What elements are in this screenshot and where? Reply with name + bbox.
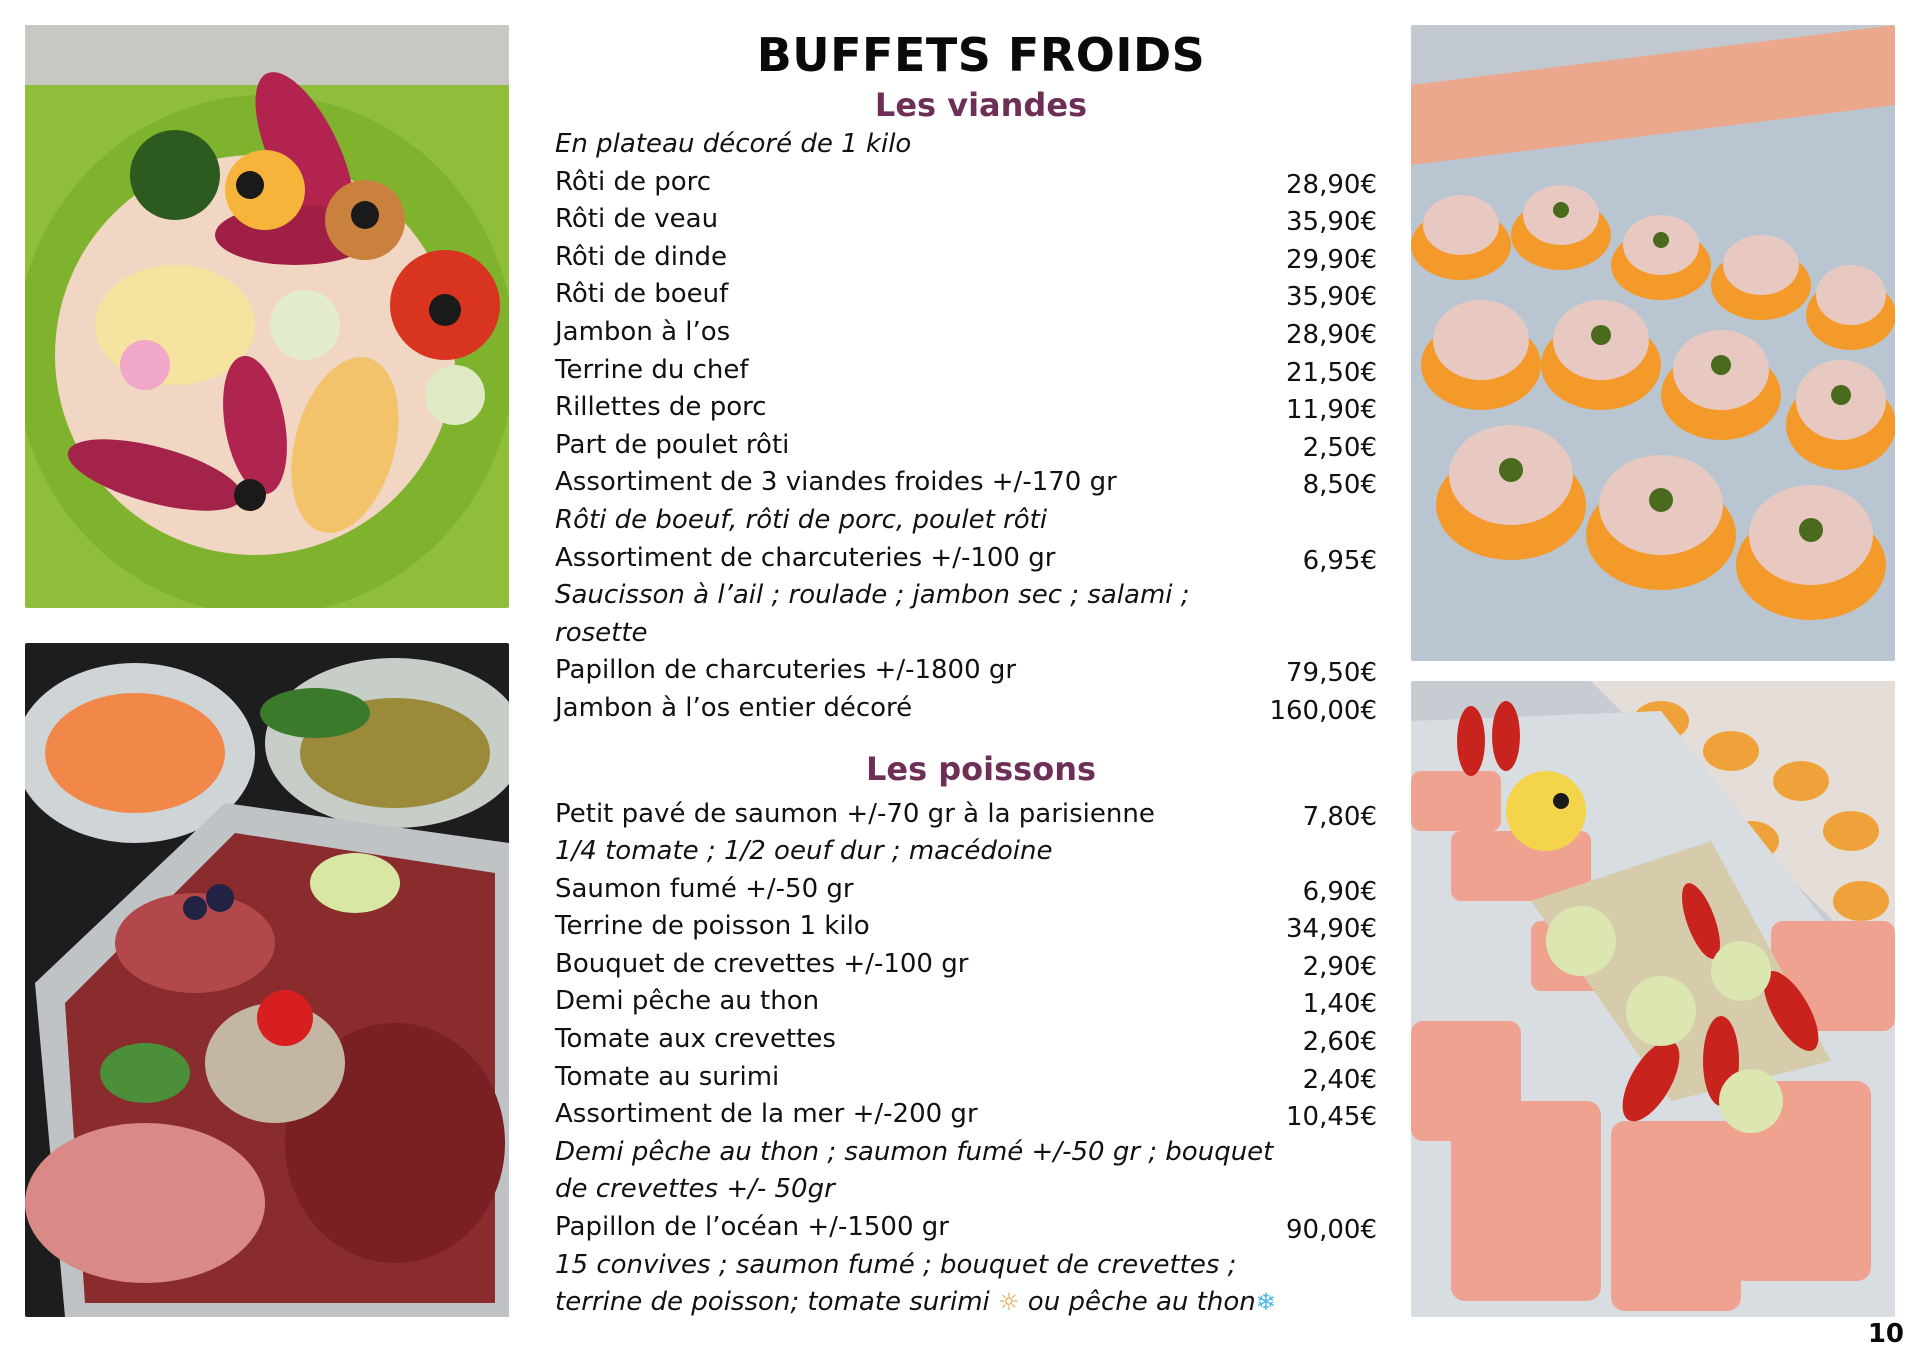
item-label-text: 15 convives ; saumon fumé ; bouquet de crevettes ; <box>555 1249 1237 1280</box>
item-price: 7,80€ <box>1302 801 1377 832</box>
item-price: 29,90€ <box>1286 244 1377 275</box>
sun-icon: ☼ <box>998 1288 1020 1317</box>
section-heading-poissons: Les poissons <box>865 749 1097 788</box>
item-label-text: Tomate au surimi <box>555 1061 780 1092</box>
page-title: BUFFETS FROIDS <box>756 28 1206 82</box>
item-label-text: Rôti de veau <box>555 204 719 235</box>
photo-peach-tuna-platter <box>1411 25 1895 661</box>
item-note <box>555 833 1377 871</box>
item-label <box>555 427 789 465</box>
item-label-text: Part de poulet rôti <box>555 429 790 460</box>
photo-decorated-poultry-platter <box>25 25 509 608</box>
item-label <box>555 946 968 984</box>
item-label <box>555 239 727 277</box>
item-note <box>555 1247 1377 1285</box>
item-price: 28,90€ <box>1286 319 1377 350</box>
item-label <box>555 352 749 390</box>
item-price: 79,50€ <box>1286 658 1377 689</box>
item-label <box>555 796 1155 834</box>
item-label-tail: ou pêche au thon <box>1019 1287 1256 1318</box>
menu-item <box>555 427 1377 465</box>
item-label <box>555 502 1047 540</box>
item-label <box>555 540 1055 578</box>
item-price: 35,90€ <box>1286 207 1377 238</box>
item-note <box>555 1284 1377 1322</box>
item-label <box>555 833 1052 871</box>
item-label <box>555 164 711 202</box>
item-label <box>555 201 718 239</box>
item-label <box>555 652 1016 690</box>
item-note <box>555 1171 1377 1209</box>
item-label-text: Saucisson à l’ail ; roulade ; jambon sec ; salami ; <box>555 580 1190 611</box>
item-label-text: Papillon de charcuteries +/-1800 gr <box>555 655 1017 686</box>
item-label-text: Rôti de porc <box>555 166 712 197</box>
item-label-text: Demi pêche au thon <box>555 986 820 1017</box>
item-label-text: Terrine de poisson 1 kilo <box>555 911 870 942</box>
menu-item <box>555 983 1377 1021</box>
item-label-text: Demi pêche au thon ; saumon fumé +/-50 gr ; bouquet <box>555 1136 1274 1167</box>
item-label-text: Jambon à l’os <box>555 316 731 347</box>
item-label <box>555 690 912 728</box>
menu-item <box>555 1209 1377 1247</box>
item-price: 2,90€ <box>1302 951 1377 982</box>
menu-item <box>555 652 1377 690</box>
menu-item <box>555 352 1377 390</box>
item-label-text: Rôti de boeuf, rôti de porc, poulet rôti <box>555 504 1048 535</box>
item-price: 2,50€ <box>1302 432 1377 463</box>
item-label <box>555 1096 978 1134</box>
item-label <box>555 464 1117 502</box>
item-label-text: Papillon de l’océan +/-1500 gr <box>555 1212 949 1243</box>
item-label-text: Rôti de boeuf <box>555 279 729 310</box>
item-label <box>555 577 1190 615</box>
viandes-list <box>555 126 1377 728</box>
photo-charcuterie-platter <box>25 643 509 1317</box>
item-price: 8,50€ <box>1302 470 1377 501</box>
item-price: 35,90€ <box>1286 282 1377 313</box>
item-price: 10,45€ <box>1286 1102 1377 1133</box>
item-price: 6,95€ <box>1302 545 1377 576</box>
item-label <box>555 1247 1236 1285</box>
item-label-text: Terrine du chef <box>555 354 749 385</box>
item-price: 11,90€ <box>1286 395 1377 426</box>
item-price: 21,50€ <box>1286 357 1377 388</box>
item-label <box>555 314 730 352</box>
poissons-list <box>555 796 1377 1322</box>
item-label <box>555 126 911 164</box>
item-label <box>555 389 767 427</box>
item-price: 34,90€ <box>1286 914 1377 945</box>
item-label-text: Assortiment de 3 viandes froides +/-170 gr <box>555 467 1117 498</box>
menu-item <box>555 690 1377 728</box>
menu-item <box>555 276 1377 314</box>
item-price: 28,90€ <box>1286 169 1377 200</box>
menu-item <box>555 164 1377 202</box>
menu-item <box>555 946 1377 984</box>
item-label-text: En plateau décoré de 1 kilo <box>555 129 912 159</box>
item-label-text: de crevettes +/- 50gr <box>555 1174 835 1205</box>
item-label-text: Jambon à l’os entier décoré <box>555 692 913 723</box>
section-heading-viandes: Les viandes <box>874 86 1088 124</box>
item-label-text: Rillettes de porc <box>555 392 767 423</box>
item-label-text: rosette <box>555 617 648 648</box>
item-price: 6,90€ <box>1302 876 1377 907</box>
menu-item <box>555 908 1377 946</box>
photo-salmon-platter <box>1411 681 1895 1317</box>
item-label-text: Assortiment de charcuteries +/-100 gr <box>555 542 1056 573</box>
item-label <box>555 983 819 1021</box>
menu-item <box>555 1096 1377 1134</box>
item-label-text: Saumon fumé +/-50 gr <box>555 873 854 904</box>
menu-item <box>555 796 1377 834</box>
menu-item <box>555 1059 1377 1097</box>
menu-item <box>555 540 1377 578</box>
item-note <box>555 502 1377 540</box>
item-label <box>555 908 870 946</box>
menu-item <box>555 389 1377 427</box>
item-label <box>555 1059 779 1097</box>
price-list <box>555 26 1377 1322</box>
menu-item <box>555 201 1377 239</box>
item-label <box>555 1021 836 1059</box>
item-note <box>555 126 1377 164</box>
item-label <box>555 1171 835 1209</box>
item-label <box>555 871 854 909</box>
item-label-text: Petit pavé de saumon +/-70 gr à la parisienne <box>555 798 1155 829</box>
item-label-text: 1/4 tomate ; 1/2 oeuf dur ; macédoine <box>555 836 1053 867</box>
item-label <box>555 276 728 314</box>
item-label-text: Rôti de dinde <box>555 241 727 272</box>
item-label <box>555 1284 1276 1322</box>
item-note <box>555 1134 1377 1172</box>
menu-item <box>555 871 1377 909</box>
item-price: 2,40€ <box>1302 1064 1377 1095</box>
item-note <box>555 577 1377 615</box>
menu-item <box>555 314 1377 352</box>
menu-item <box>555 1021 1377 1059</box>
page-number: 10 <box>1867 1319 1904 1349</box>
item-label-text: Bouquet de crevettes +/-100 gr <box>555 948 969 979</box>
item-note <box>555 615 1377 653</box>
item-label-text: Assortiment de la mer +/-200 gr <box>555 1099 978 1130</box>
menu-item <box>555 239 1377 277</box>
item-label <box>555 1209 949 1247</box>
item-price: 90,00€ <box>1286 1215 1377 1246</box>
item-price: 2,60€ <box>1302 1027 1377 1058</box>
item-label <box>555 615 648 653</box>
item-price: 1,40€ <box>1302 989 1377 1020</box>
item-label-text: Tomate aux crevettes <box>555 1024 836 1055</box>
item-price: 160,00€ <box>1269 695 1377 726</box>
item-label <box>555 1134 1273 1172</box>
item-label-text: terrine de poisson; tomate surimi <box>555 1287 999 1318</box>
menu-item <box>555 464 1377 502</box>
snowflake-icon: ❄ <box>1255 1288 1276 1317</box>
